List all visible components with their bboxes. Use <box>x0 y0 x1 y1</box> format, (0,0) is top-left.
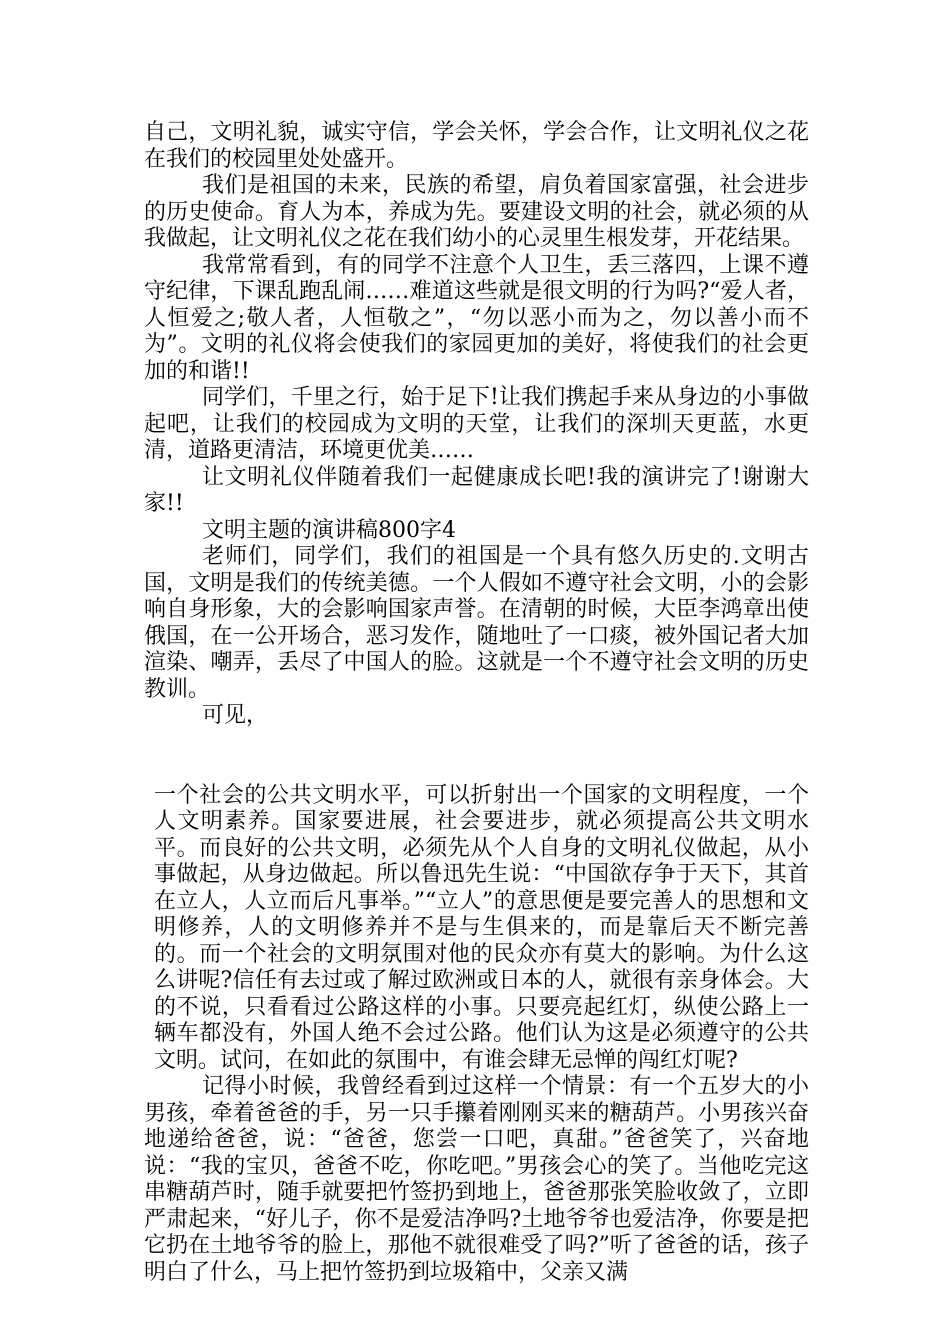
paragraph-observation: 我常常看到，有的同学不注意个人卫生，丢三落四，上课不遵守纪律，下课乱跑乱闹……难道这些就是很文明的行为吗?“爱人者，人恒爱之;敬人者，人恒敬之”，“勿以恶小而为之，勿以善小而不为”。文明的礼仪将会使我们的家园更加的美好，将使我们的社会更加的和谐!! <box>144 252 809 384</box>
document-page <box>144 120 809 1286</box>
paragraph-continuation: 自己，文明礼貌，诚实守信，学会关怀，学会合作，让文明礼仪之花在我们的校园里处处盛开。 <box>144 120 809 172</box>
section-heading: 文明主题的演讲稿800字4 <box>202 517 456 543</box>
paragraph-childhood-story: 记得小时候，我曾经看到过这样一个情景：有一个五岁大的小男孩，牵着爸爸的手，另一只手攥着刚刚买来的糖葫芦。小男孩兴奋地递给爸爸，说：“爸爸，您尝一口吧，真甜。”爸爸笑了，兴奋地说：“我的宝贝，爸爸不吃，你吃吧。”男孩会心的笑了。当他吃完这串糖葫芦时，随手就要把竹签扔到地上，爸爸那张笑脸收敛了，立即严肃起来，“好儿子，你不是爱洁净吗?土地爷爷也爱洁净，你要是把它扔在土地爷爷的脸上，那他不就很难受了吗?”听了爸爸的话，孩子明白了什么，马上把竹签扔到垃圾箱中，父亲又满 <box>144 1074 809 1285</box>
paragraph-closing: 让文明礼仪伴随着我们一起健康成长吧!我的演讲完了!谢谢大家!! <box>144 464 809 516</box>
paragraph-history: 老师们，同学们，我们的祖国是一个具有悠久历史的.文明古国，文明是我们的传统美德。一个人假如不遵守社会文明，小的会影响自身形象，大的会影响国家声誉。在清朝的时候，大臣李鸿章出使俄国，在一公开场合，恶习发作，随地吐了一口痰，被外国记者大加渲染、嘲弄，丢尽了中国人的脸。这就是一个不遵守社会文明的历史教训。 <box>144 544 809 702</box>
paragraph-call-to-action: 同学们，千里之行，始于足下!让我们携起手来从身边的小事做起吧，让我们的校园成为文明的天堂，让我们的深圳天更蓝，水更清，道路更清洁，环境更优美…… <box>144 385 809 463</box>
paragraph-thus: 可见， <box>202 703 269 728</box>
paragraph-gap <box>144 730 809 783</box>
paragraph-future: 我们是祖国的未来，民族的希望，肩负着国家富强，社会进步的历史使命。育人为本，养成为先。要建设文明的社会，就必须的从我做起，让文明礼仪之花在我们幼小的心灵里生根发芽，开花结果。 <box>144 173 809 251</box>
paragraph-public-civility: 一个社会的公共文明水平，可以折射出一个国家的文明程度，一个人文明素养。国家要进展，社会要进步，就必须提高公共文明水平。而良好的公共文明，必须先从个人自身的文明礼仪做起，从小事做起，从身边做起。所以鲁迅先生说：“中国欲存争于天下，其首在立人，人立而后凡事举。”“立人”的意思便是要完善人的思想和文明修养，人的文明修养并不是与生俱来的，而是靠后天不断完善的。而一个社会的文明氛围对他的民众亦有莫大的影响。为什么这么讲呢?信任有去过或了解过欧洲或日本的人，就很有亲身体会。大的不说，只看看过公路这样的小事。只要亮起红灯，纵使公路上一辆车都没有，外国人绝不会过公路。他们认为这是必须遵守的公共文明。试问，在如此的氛围中，有谁会肆无忌惮的闯红灯呢? <box>154 782 809 1073</box>
